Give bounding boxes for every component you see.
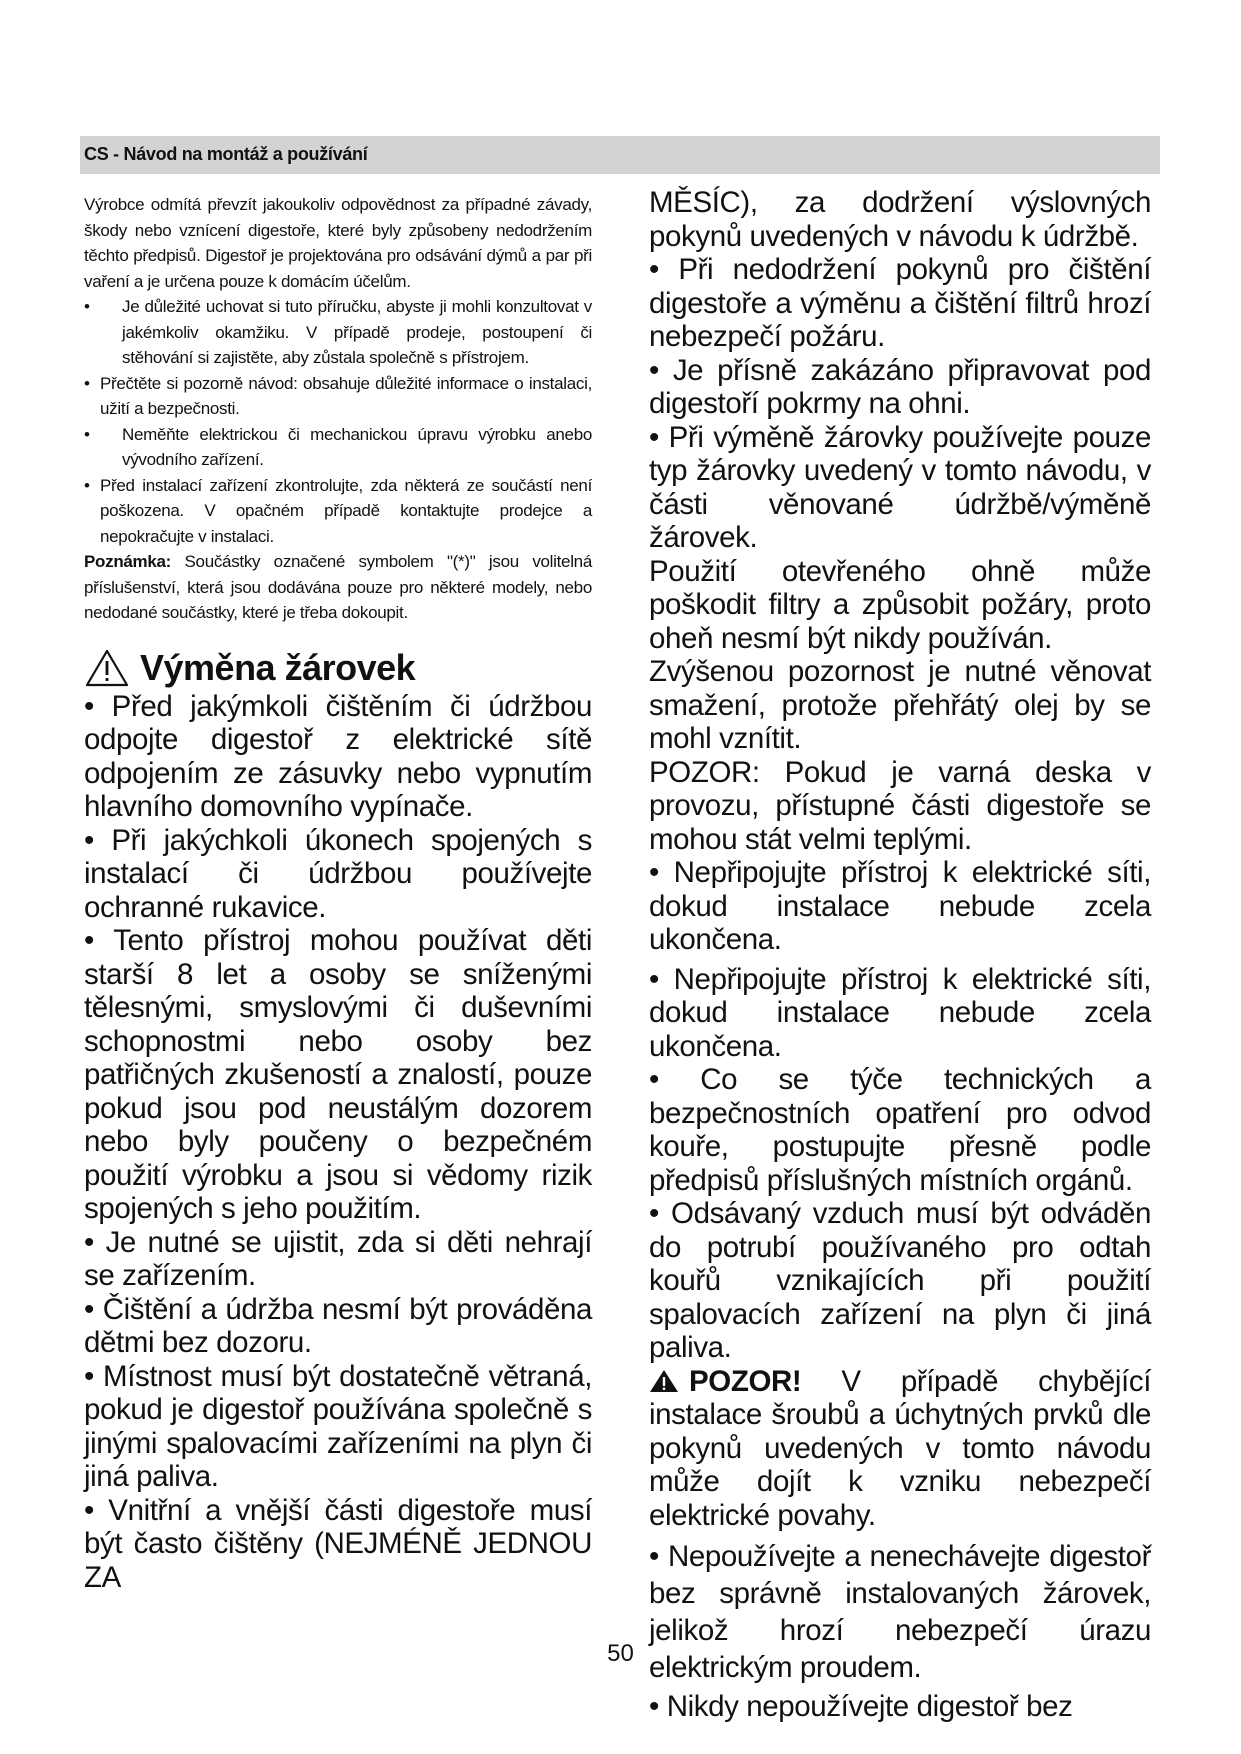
intro-block bbox=[84, 192, 592, 626]
bullet-dot: • bbox=[84, 373, 90, 393]
left-safety-list bbox=[84, 690, 592, 1595]
intro-bullet-text: Před instalací zařízení zkontrolujte, zda některá ze součástí není poškozena. V opačném případě kontaktujte prodejce a nepokračujte v instalaci. bbox=[100, 475, 592, 546]
right-safety-list bbox=[649, 186, 1151, 1724]
list-item: • Je přísně zakázáno připravovat pod digestoří pokrmy na ohni. bbox=[649, 353, 1151, 420]
list-item: Zvýšenou pozornost je nutné věnovat smažení, protože přehřátý olej by se mohl vznítit. bbox=[649, 655, 1151, 755]
note-paragraph bbox=[84, 549, 592, 626]
page-number: 50 bbox=[607, 1640, 634, 1667]
warning-triangle-icon bbox=[84, 648, 130, 688]
bullet-dot: • bbox=[84, 475, 90, 495]
list-item: Použití otevřeného ohně může poškodit filtry a způsobit požáry, proto oheň nesmí být nikdy používán. bbox=[649, 554, 1151, 655]
list-item: • Vnitřní a vnější části digestoře musí být často čištěny (NEJMÉNĚ JEDNOU ZA bbox=[84, 1493, 592, 1594]
list-item: • Při jakýchkoli úkonech spojených s instalací či údržbou používejte ochranné rukavice. bbox=[84, 823, 592, 924]
bullet-dot: • bbox=[84, 424, 90, 444]
warning-filled-icon bbox=[649, 1369, 679, 1393]
pozor-label: POZOR! bbox=[689, 1364, 802, 1398]
pozor-paragraph bbox=[649, 1365, 1151, 1533]
list-item: • Nepřipojujte přístroj k elektrické síti, dokud instalace nebude zcela ukončena. bbox=[649, 962, 1151, 1063]
list-item: • Nepřipojujte přístroj k elektrické síti, dokud instalace nebude zcela ukončena. bbox=[649, 856, 1151, 956]
list-item: MĚSÍC), za dodržení výslovných pokynů uvedených v návodu k údržbě. bbox=[649, 186, 1151, 253]
list-item: POZOR: Pokud je varná deska v provozu, přístupné části digestoře se mohou stát velmi teplými. bbox=[649, 755, 1151, 856]
list-item: • Čištění a údržba nesmí být prováděna dětmi bez dozoru. bbox=[84, 1292, 592, 1359]
intro-paragraph: Výrobce odmítá převzít jakoukoliv odpovědnost za případné závady, škody nebo vznícení digestoře, které byly způsobeny nedodržením těchto předpisů. Digestoř je projektována pro odsávání dýmů a par při vaření a je určena pouze k domácím účelům. bbox=[84, 195, 592, 291]
list-item: • Nikdy nepoužívejte digestoř bez bbox=[649, 1690, 1073, 1723]
list-item: • Nepoužívejte a nenechávejte digestoř bez správně instalovaných žárovek, jelikož hrozí nebezpečí úrazu elektrickým proudem. bbox=[649, 1540, 1151, 1684]
intro-bullet-text: Je důležité uchovat si tuto příručku, abyste ji mohli konzultovat v jakémkoliv okamžiku. V případě prodeje, postoupení či stěhování si zajistěte, aby zůstala společně s přístrojem. bbox=[122, 297, 592, 367]
left-column bbox=[84, 192, 592, 1594]
list-item: • Tento přístroj mohou používat děti starší 8 let a osoby se sníženými tělesnými, smyslovými či duševními schopnostmi nebo osoby bez patřičných zkušeností a znalostí, pouze pokud jsou pod neustálým dozorem nebo byly poučeny o bezpečném použití výrobku a jsou si vědomy rizik spojených s jeho použitím. bbox=[84, 924, 592, 1225]
intro-bullet bbox=[84, 473, 592, 550]
header-bar bbox=[80, 136, 1160, 174]
intro-bullet-text: Neměňte elektrickou či mechanickou úpravu výrobku anebo vývodního zařízení. bbox=[122, 424, 592, 469]
intro-bullet-text: Přečtěte si pozorně návod: obsahuje důležité informace o instalaci, užití a bezpečnosti. bbox=[100, 373, 592, 418]
page-header-title: CS - Návod na montáž a používání bbox=[84, 144, 368, 164]
right-column bbox=[649, 186, 1151, 1724]
intro-bullet bbox=[84, 294, 592, 371]
list-item: • Před jakýmkoli čištěním či údržbou odpojte digestoř z elektrické sítě odpojením ze zásuvky nebo vypnutím hlavního domovního vypínače. bbox=[84, 689, 592, 823]
section-title: Výměna žárovek bbox=[140, 646, 416, 688]
note-label: Poznámka: bbox=[84, 552, 172, 571]
intro-bullet bbox=[84, 371, 592, 422]
bullet-dot: • bbox=[84, 297, 90, 316]
list-item: • Místnost musí být dostatečně větraná, pokud je digestoř používána společně s jinými spalovacími zařízeními na plyn či jiná paliva. bbox=[84, 1359, 592, 1493]
note-text: Součástky označené symbolem "(*)" jsou volitelná příslušenství, která jsou dodávána pouze pro některé modely, nebo nedodané součástky, které je třeba dokoupit. bbox=[84, 552, 592, 622]
intro-bullet bbox=[84, 422, 592, 473]
section-heading bbox=[84, 646, 592, 690]
pozor-text: V případě chybějící instalace šroubů a úchytných prvků dle pokynů uvedených v tomto návodu může dojít k vzniku nebezpečí elektrické povahy. bbox=[649, 1364, 1151, 1532]
list-item: • Při nedodržení pokynů pro čištění digestoře a výměnu a čištění filtrů hrozí nebezpečí požáru. bbox=[649, 253, 1151, 353]
list-item: • Odsávaný vzduch musí být odváděn do potrubí používaného pro odtah kouřů vznikajících při použití spalovacích zařízení na plyn či jiná paliva. bbox=[649, 1197, 1151, 1364]
list-item: • Při výměně žárovky používejte pouze typ žárovky uvedený v tomto návodu, v části věnované údržbě/výměně žárovek. bbox=[649, 420, 1151, 554]
list-item: • Co se týče technických a bezpečnostních opatření pro odvod kouře, postupujte přesně podle předpisů příslušných místních orgánů. bbox=[649, 1063, 1151, 1197]
list-item: • Je nutné se ujistit, zda si děti nehrají se zařízením. bbox=[84, 1225, 592, 1292]
